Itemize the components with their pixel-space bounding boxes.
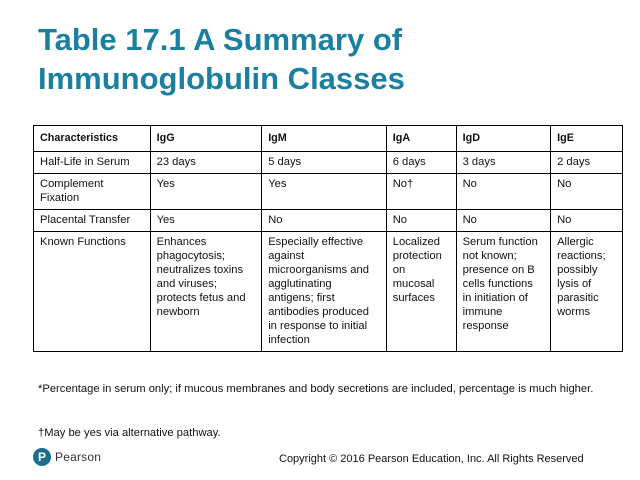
table-cell: Yes [150, 174, 262, 210]
row-label: Half-Life in Serum [34, 152, 151, 174]
pearson-logo-icon: P [33, 448, 51, 466]
table-cell: Yes [150, 210, 262, 232]
row-label: Complement Fixation [34, 174, 151, 210]
header-igd: IgD [456, 126, 551, 152]
pearson-logo-text: Pearson [55, 450, 102, 464]
table-cell: Localized protection on mucosal surfaces [386, 232, 456, 352]
table-cell: No [262, 210, 387, 232]
table-row [34, 174, 623, 210]
table-cell: No [456, 174, 551, 210]
table-cell: 2 days [551, 152, 623, 174]
slide-title: Table 17.1 A Summary of Immunoglobulin Classes [38, 22, 405, 96]
table-cell: 23 days [150, 152, 262, 174]
table-cell: No [456, 210, 551, 232]
table-row [34, 152, 623, 174]
table-cell: 5 days [262, 152, 387, 174]
table-cell: Enhances phagocytosis; neutralizes toxins and viruses; protects fetus and newborn [150, 232, 262, 352]
header-ige: IgE [551, 126, 623, 152]
table-cell: 3 days [456, 152, 551, 174]
table-cell: Yes [262, 174, 387, 210]
header-characteristics: Characteristics [34, 126, 151, 152]
footnote-percentage: *Percentage in serum only; if mucous membranes and body secretions are included, percentage is much higher. [38, 383, 594, 395]
table-row [34, 232, 623, 352]
table-row [34, 210, 623, 232]
table-cell: Serum function not known; presence on B cells functions in initiation of immune response [456, 232, 551, 352]
header-iga: IgA [386, 126, 456, 152]
table-header-row [34, 126, 623, 152]
table-cell: Especially effective against microorganisms and agglutinating antigens; first antibodies produced in response to initial infection [262, 232, 387, 352]
table-cell: Allergic reactions; possibly lysis of parasitic worms [551, 232, 623, 352]
copyright-notice: Copyright © 2016 Pearson Education, Inc. All Rights Reserved [279, 453, 584, 465]
header-igg: IgG [150, 126, 262, 152]
pearson-logo [33, 447, 101, 467]
footnote-alternative-pathway: †May be yes via alternative pathway. [38, 427, 221, 439]
table-cell: 6 days [386, 152, 456, 174]
header-igm: IgM [262, 126, 387, 152]
row-label: Placental Transfer [34, 210, 151, 232]
row-label: Known Functions [34, 232, 151, 352]
table-cell: No [551, 174, 623, 210]
table-cell: No [386, 210, 456, 232]
immunoglobulin-table [33, 125, 623, 352]
table-cell: No [551, 210, 623, 232]
table-cell: No† [386, 174, 456, 210]
